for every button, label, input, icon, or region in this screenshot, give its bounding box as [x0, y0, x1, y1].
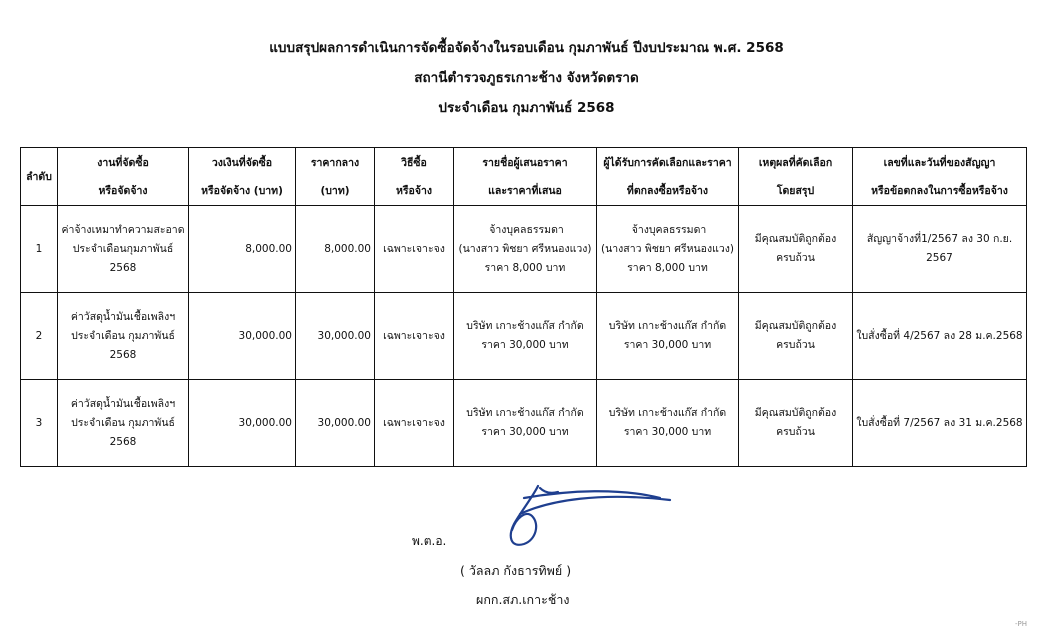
selected-line: จ้างบุคลธรรมดา: [631, 223, 707, 236]
procurement-table: [20, 147, 1027, 467]
bidder-line: ราคา 30,000 บาท: [481, 426, 569, 438]
row-number: 3: [21, 380, 58, 467]
median-price: 30,000.00: [296, 293, 375, 380]
corner-mark: -PH: [1015, 620, 1028, 628]
col-header-selected: [597, 148, 739, 206]
bidder-line: ราคา 8,000 บาท: [484, 261, 566, 274]
work-item-line: ประจำเดือนกุมภาพันธ์ 2568: [72, 242, 174, 274]
work-item-line: ประจำเดือน กุมภาพันธ์ 2568: [71, 329, 175, 361]
procurement-method: เฉพาะเจาะจง: [375, 206, 454, 293]
budget-amount: 30,000.00: [189, 380, 296, 467]
work-item-line: ประจำเดือน กุมภาพันธ์ 2568: [71, 416, 175, 448]
reason-line: มีคุณสมบัติถูกต้อง: [754, 407, 837, 419]
bidders: [454, 206, 597, 293]
signer-position: ผกก.สภ.เกาะช้าง: [476, 592, 570, 607]
reason-line: มีคุณสมบัติถูกต้อง: [754, 320, 837, 332]
col-header-budget: [189, 148, 296, 206]
procurement-method: เฉพาะเจาะจง: [375, 380, 454, 467]
bidder-line: บริษัท เกาะช้างแก๊ส กำกัด: [466, 407, 584, 419]
work-item: [58, 293, 189, 380]
signer-name: ( วัลลภ กังธารทิพย์ ): [460, 563, 572, 578]
col-header-reason: [739, 148, 853, 206]
col-header-bidders: [454, 148, 597, 206]
col-header-label: ผู้ได้รับการคัดเลือกและราคา: [603, 156, 732, 169]
col-header-label: ลำดับ: [26, 170, 52, 183]
col-header-label: โดยสรุป: [776, 184, 815, 197]
procurement-method: เฉพาะเจาะจง: [375, 293, 454, 380]
col-header-work: [58, 148, 189, 206]
median-price: 30,000.00: [296, 380, 375, 467]
table-row: [21, 293, 1027, 380]
reason-line: ครบถ้วน: [776, 339, 815, 351]
col-header-label: รายชื่อผู้เสนอราคา: [482, 156, 568, 169]
col-header-label: และราคาที่เสนอ: [488, 184, 562, 197]
selected-line: ราคา 30,000 บาท: [623, 426, 712, 438]
work-item: [58, 206, 189, 293]
work-item: [58, 380, 189, 467]
budget-amount: 30,000.00: [189, 293, 296, 380]
selection-reason: [739, 380, 853, 467]
bidder-line: บริษัท เกาะช้างแก๊ส กำกัด: [466, 320, 584, 332]
table-header-row: [21, 148, 1027, 206]
col-header-contract: [853, 148, 1027, 206]
bidder-line: จ้างบุคลธรรมดา: [489, 223, 564, 236]
selected-line: บริษัท เกาะช้างแก๊ส กำกัด: [608, 407, 727, 419]
report-month: ประจำเดือน กุมภาพันธ์ 2568: [438, 100, 615, 116]
col-header-label: งานที่จัดซื้อ: [97, 156, 149, 169]
col-header-label: วิธีซื้อ: [401, 156, 427, 169]
signer-rank: พ.ต.อ.: [412, 534, 447, 548]
col-header-label: หรือจ้าง: [395, 184, 433, 197]
work-item-line: ค่าวัสดุน้ำมันเชื้อเพลิงฯ: [70, 397, 176, 410]
contract-reference: สัญญาจ้างที่1/2567 ลง 30 ก.ย. 2567: [853, 206, 1027, 293]
reason-line: ครบถ้วน: [776, 252, 815, 264]
work-item-line: ค่าวัสดุน้ำมันเชื้อเพลิงฯ: [70, 310, 176, 323]
selected-line: (นางสาว พิชยา ศรีหนองแวง): [601, 242, 734, 255]
bidder-line: ราคา 30,000 บาท: [481, 339, 569, 351]
reason-line: ครบถ้วน: [776, 426, 815, 438]
col-header-method: [375, 148, 454, 206]
median-price: 8,000.00: [296, 206, 375, 293]
station-name: สถานีตำรวจภูธรเกาะช้าง จังหวัดตราด: [414, 70, 639, 86]
selected-line: ราคา 8,000 บาท: [627, 261, 708, 274]
selection-reason: [739, 206, 853, 293]
col-header-label: เลขที่และวันที่ของสัญญา: [883, 156, 996, 169]
reason-line: มีคุณสมบัติถูกต้อง: [754, 233, 837, 245]
col-header-label: หรือจัดจ้าง (บาท): [201, 184, 283, 197]
col-header-label: ราคากลาง: [310, 156, 360, 169]
row-number: 2: [21, 293, 58, 380]
bidders: [454, 293, 597, 380]
handwritten-signature: [480, 478, 680, 553]
col-header-label: หรือข้อตกลงในการซื้อหรือจ้าง: [871, 184, 1008, 197]
document-header: [0, 36, 1053, 126]
col-header-label: เหตุผลที่คัดเลือก: [758, 156, 833, 169]
bidders: [454, 380, 597, 467]
selected-line: ราคา 30,000 บาท: [623, 339, 712, 351]
contract-reference: ใบสั่งซื้อที่ 7/2567 ลง 31 ม.ค.2568: [853, 380, 1027, 467]
table-row: [21, 206, 1027, 293]
selected-vendor: [597, 293, 739, 380]
selected-line: บริษัท เกาะช้างแก๊ส กำกัด: [608, 320, 727, 332]
col-header-no: [21, 148, 58, 206]
col-header-label: ที่ตกลงซื้อหรือจ้าง: [626, 184, 709, 197]
col-header-median-price: [296, 148, 375, 206]
bidder-line: (นางสาว พิชยา ศรีหนองแวง): [458, 242, 592, 255]
col-header-label: (บาท): [320, 184, 350, 197]
selected-vendor: [597, 206, 739, 293]
work-item-line: ค่าจ้างเหมาทำความสะอาด: [61, 223, 185, 236]
col-header-label: หรือจัดจ้าง: [98, 184, 148, 197]
selection-reason: [739, 293, 853, 380]
budget-amount: 8,000.00: [189, 206, 296, 293]
contract-reference: ใบสั่งซื้อที่ 4/2567 ลง 28 ม.ค.2568: [853, 293, 1027, 380]
row-number: 1: [21, 206, 58, 293]
selected-vendor: [597, 380, 739, 467]
report-title: แบบสรุปผลการดำเนินการจัดซื้อจัดจ้างในรอบเดือน กุมภาพันธ์ ปีงบประมาณ พ.ศ. 2568: [269, 40, 784, 56]
col-header-label: วงเงินที่จัดซื้อ: [211, 156, 273, 169]
table-row: [21, 380, 1027, 467]
